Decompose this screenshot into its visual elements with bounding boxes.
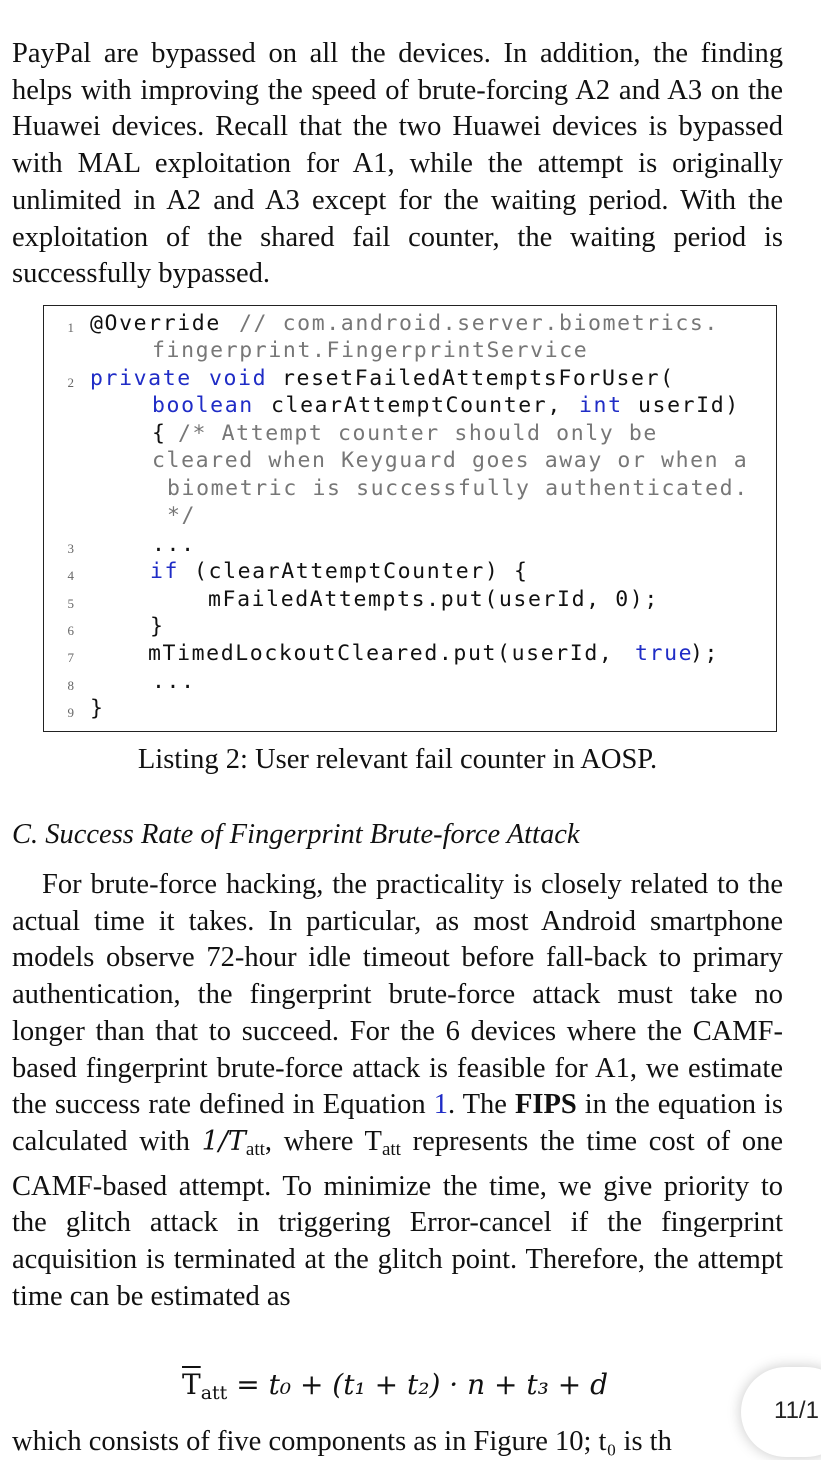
code-comment: /* Attempt counter should only be xyxy=(178,421,658,446)
code-comment: cleared when Keyguard goes away or when a xyxy=(152,448,749,473)
param-clear: clearAttemptCounter, xyxy=(271,393,562,418)
line-number: 3 xyxy=(67,541,74,556)
equation-lhs-subscript: att xyxy=(200,1382,228,1404)
param-userid: userId) xyxy=(638,393,740,418)
ellipsis: ... xyxy=(152,669,196,694)
math-subscript: att xyxy=(245,1138,265,1160)
code-comment: // com.android.server.biometrics. xyxy=(239,311,719,336)
math-inline: 1/T xyxy=(201,1125,246,1157)
keyword-private: private xyxy=(90,366,192,391)
statement: mTimedLockoutCleared.put(userId, xyxy=(148,641,614,666)
line-number: 7 xyxy=(67,650,74,665)
math-subscript: att xyxy=(381,1138,401,1160)
keyword-if: if xyxy=(150,559,180,584)
text-run: For brute-force hacking, the practicality is closely related to the actual time it takes. In particular, as most Android smartphone models observe 72-hour idle timeout before fall-back to primary authentication, the fingerprint brute-force attack must take no longer than that to succeed. For the 6 devices where the CAMF-based fingerprint brute-force attack is feasible for A1, we estimate the success rate defined in Equation xyxy=(12,869,783,1121)
brace-open: { xyxy=(152,421,167,446)
line-number: 1 xyxy=(67,320,74,335)
statement-end: ); xyxy=(690,641,720,666)
equation-lhs: $\overline{T}$ xyxy=(182,1368,201,1401)
method-name: resetFailedAttemptsForUser( xyxy=(282,366,675,391)
code-comment: biometric is successfully authenticated. xyxy=(167,476,749,501)
keyword-boolean: boolean xyxy=(152,393,254,418)
text-run: , where T xyxy=(264,1125,382,1157)
paragraph-success-rate xyxy=(12,867,783,1315)
line-number: 4 xyxy=(67,568,74,583)
line-number: 2 xyxy=(67,375,74,390)
code-comment: fingerprint.FingerprintService xyxy=(152,338,589,363)
cut-off-text-line: which consists of five components as in Figure 10; t₀ is th xyxy=(12,1426,672,1457)
keyword-void: void xyxy=(209,366,268,391)
line-number: 6 xyxy=(67,623,74,638)
listing-caption: Listing 2: User relevant fail counter in AOSP. xyxy=(137,744,658,775)
annotation-override: @Override xyxy=(90,311,221,336)
attempt-time-equation xyxy=(182,1368,608,1404)
if-condition: (clearAttemptCounter) { xyxy=(194,559,529,584)
brace-close: } xyxy=(90,696,105,721)
equation-rhs: = t₀ + (t₁ + t₂) · n + t₃ + d xyxy=(236,1368,609,1401)
keyword-int: int xyxy=(579,393,623,418)
code-listing xyxy=(43,305,777,732)
line-number: 8 xyxy=(67,678,74,693)
page-indicator-label: 11/1 xyxy=(774,1397,819,1424)
keyword-true: true xyxy=(635,641,694,666)
code-comment: */ xyxy=(167,503,197,528)
section-heading: C. Success Rate of Fingerprint Brute-force Attack xyxy=(12,819,580,850)
paragraph-intro: PayPal are bypassed on all the devices. In addition, the finding helps with improving the speed of brute-forcing A2 and A3 on the Huawei devices. Recall that the two Huawei devices is bypassed with MAL exploitation for A1, while the attempt is originally unlimited in A2 and A3 except for the waiting period. With the exploitation of the shared fail counter, the waiting period is successfully bypassed. xyxy=(12,38,783,290)
text-run: represents the time cost of one CAMF-based attempt. To minimize the time, we give priority to the glitch attack in triggering Error-cancel if the fingerprint acquisition is terminated at the glitch point. Therefore, the attempt time can be estimated as xyxy=(12,1125,783,1312)
fips-term: FIPS xyxy=(514,1089,577,1121)
page-indicator[interactable] xyxy=(741,1367,821,1457)
statement: mFailedAttempts.put(userId, 0); xyxy=(208,587,659,612)
brace-close: } xyxy=(150,614,165,639)
text-run: in the equation is calculated with xyxy=(12,1089,783,1157)
equation-link[interactable]: 1 xyxy=(433,1089,448,1121)
ellipsis: ... xyxy=(152,532,196,557)
line-number: 9 xyxy=(67,705,74,720)
text-run: . The xyxy=(447,1089,515,1121)
line-number: 5 xyxy=(67,596,74,611)
